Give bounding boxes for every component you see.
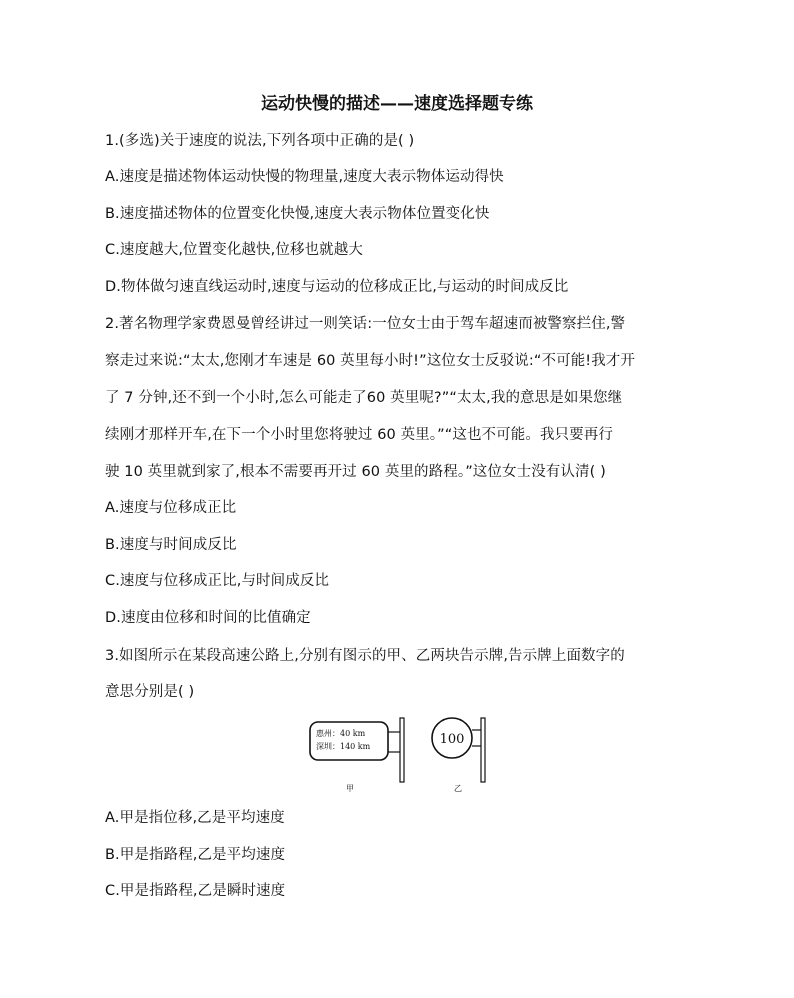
q1-option-a: A.速度是描述物体运动快慢的物理量,速度大表示物体运动得快 [105, 169, 504, 185]
q2-stem-line: 续刚才那样开车,在下一个小时里您将驶过 60 英里。”“这也不可能。我只要再行 [105, 427, 613, 443]
sign-jia [310, 718, 404, 793]
q1-stem: 1.(多选)关于速度的说法,下列各项中正确的是( ) [105, 133, 415, 149]
sign-jia-line2: 深圳：140 km [316, 742, 371, 751]
q2-stem-line: 了 7 分钟,还不到一个小时,怎么可能走了60 英里呢?”“太太,我的意思是如果您继 [105, 390, 623, 406]
q2-option-a: A.速度与位移成正比 [105, 500, 237, 516]
document-title: 运动快慢的描述——速度选择题专练 [261, 94, 533, 114]
q3-stem-line: 意思分别是( ) [105, 684, 195, 700]
q2-option-c: C.速度与位移成正比,与时间成反比 [105, 573, 330, 589]
q1-option-d: D.物体做匀速直线运动时,速度与运动的位移成正比,与运动的时间成反比 [105, 279, 569, 295]
q2-option-b: B.速度与时间成反比 [105, 537, 237, 553]
q2-option-d: D.速度由位移和时间的比值确定 [105, 610, 311, 626]
sign-jia-line1: 惠州：40 km [316, 729, 366, 738]
sign-yi [432, 718, 485, 793]
label-yi: 乙 [454, 784, 462, 793]
road-signs-figure [300, 712, 500, 794]
q1-option-b: B.速度描述物体的位置变化快慢,速度大表示物体位置变化快 [105, 206, 490, 222]
q3-option-a: A.甲是指位移,乙是平均速度 [105, 810, 285, 826]
q2-stem-line: 驶 10 英里就到家了,根本不需要再开过 60 英里的路程。”这位女士没有认清( ) [105, 464, 606, 480]
q3-option-c: C.甲是指路程,乙是瞬时速度 [105, 883, 286, 899]
label-jia: 甲 [346, 784, 354, 793]
q3-option-b: B.甲是指路程,乙是平均速度 [105, 847, 286, 863]
q2-stem-line: 2.著名物理学家费恩曼曾经讲过一则笑话:一位女士由于驾车超速而被警察拦住,警 [105, 316, 626, 332]
q1-option-c: C.速度越大,位置变化越快,位移也就越大 [105, 242, 363, 258]
q3-stem-line: 3.如图所示在某段高速公路上,分别有图示的甲、乙两块告示牌,告示牌上面数字的 [105, 648, 625, 664]
q2-stem-line: 察走过来说:“太太,您刚才车速是 60 英里每小时!”这位女士反驳说:“不可能!我才开 [105, 353, 636, 369]
sign-yi-value: 100 [439, 732, 465, 747]
